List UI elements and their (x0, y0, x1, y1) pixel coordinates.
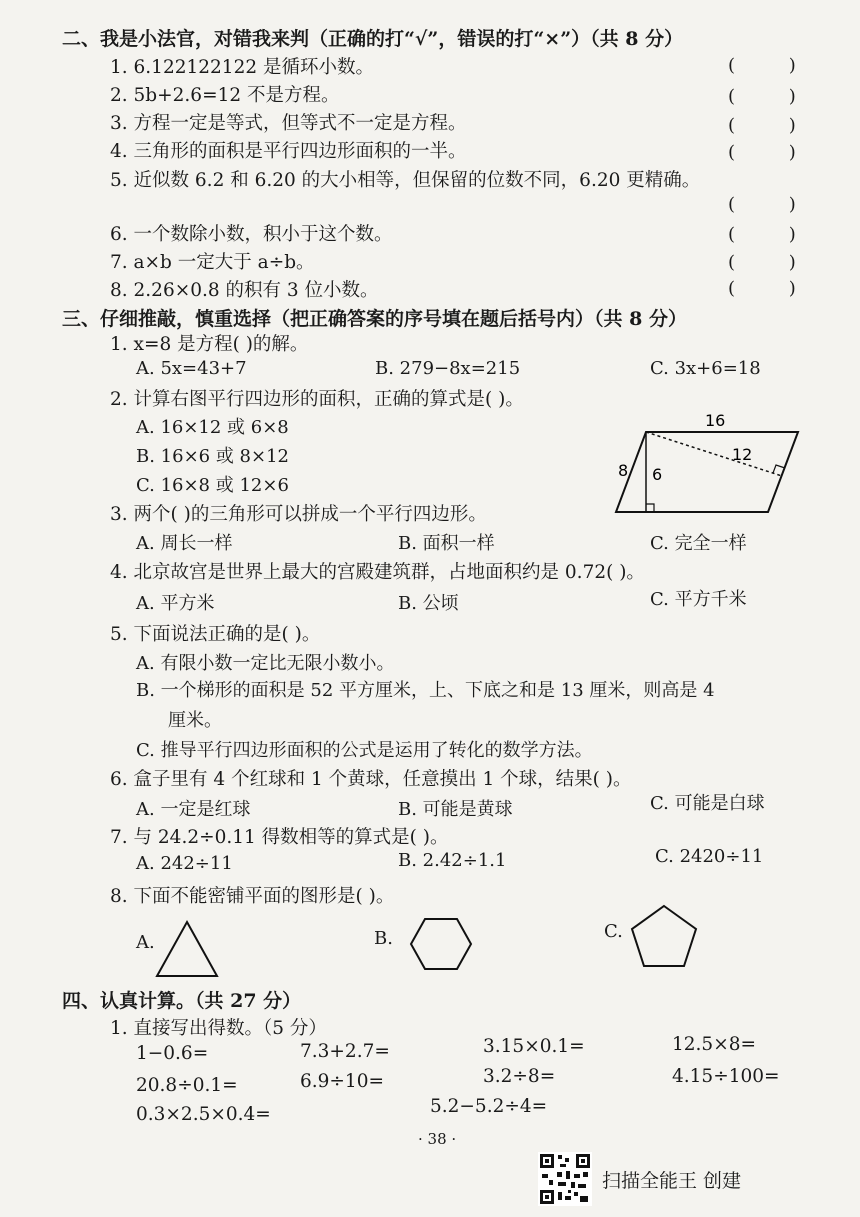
answer-paren-5[interactable]: ( ) (728, 194, 820, 215)
parallelogram-figure (600, 408, 810, 518)
choice-q8-b: B. (374, 928, 393, 949)
answer-paren-4[interactable]: ( ) (728, 142, 820, 163)
choice-q8-c: C. (604, 921, 623, 942)
triangle-shape-icon (155, 918, 220, 980)
calc-item-2-2: 6.9÷10= (300, 1071, 384, 1092)
choice-q7-stem: 7. 与 24.2÷0.11 得数相等的算式是( )。 (110, 827, 449, 848)
choice-q4-c: C. 平方千米 (650, 589, 747, 610)
calc-item-2-1: 20.8÷0.1= (136, 1075, 238, 1096)
choice-q1-stem: 1. x=8 是方程( )的解。 (110, 334, 309, 355)
choice-q2-c: C. 16×8 或 12×6 (136, 475, 289, 496)
section3-title: 三、仔细推敲，慎重选择（把正确答案的序号填在题后括号内）（共 8 分） (62, 308, 687, 330)
judge-item-3: 3. 方程一定是等式，但等式不一定是方程。 (110, 113, 467, 134)
calc-item-1-4: 12.5×8= (672, 1034, 756, 1055)
calc-item-2-4: 4.15÷100= (672, 1066, 780, 1087)
choice-q4-a: A. 平方米 (136, 593, 215, 614)
calc-subtitle: 1. 直接写出得数。（5 分） (110, 1018, 327, 1039)
answer-paren-2[interactable]: ( ) (728, 86, 820, 107)
choice-q4-stem: 4. 北京故宫是世界上最大的宫殿建筑群，占地面积约是 0.72( )。 (110, 562, 645, 583)
choice-q1-b: B. 279−8x=215 (375, 358, 521, 379)
judge-item-2: 2. 5b+2.6=12 不是方程。 (110, 85, 340, 106)
choice-q3-b: B. 面积一样 (398, 533, 495, 554)
choice-q1-a: A. 5x=43+7 (136, 358, 247, 379)
figure-label-diag: 12 (732, 445, 753, 464)
answer-paren-8[interactable]: ( ) (728, 278, 820, 299)
choice-q4-b: B. 公顷 (398, 593, 459, 614)
choice-q3-c: C. 完全一样 (650, 533, 747, 554)
judge-item-5: 5. 近似数 6.2 和 6.20 的大小相等，但保留的位数不同，6.20 更精确。 (110, 170, 701, 191)
figure-label-top: 16 (705, 411, 726, 430)
calc-item-2-3: 3.2÷8= (483, 1066, 556, 1087)
calc-item-3-2: 5.2−5.2÷4= (430, 1096, 548, 1117)
answer-paren-7[interactable]: ( ) (728, 252, 820, 273)
judge-item-8: 8. 2.26×0.8 的积有 3 位小数。 (110, 280, 379, 301)
choice-q3-stem: 3. 两个( )的三角形可以拼成一个平行四边形。 (110, 504, 487, 525)
choice-q2-b: B. 16×6 或 8×12 (136, 446, 289, 467)
choice-q6-b: B. 可能是黄球 (398, 799, 513, 820)
page-number: · 38 · (418, 1130, 457, 1148)
choice-q5-c: C. 推导平行四边形面积的公式是运用了转化的数学方法。 (136, 740, 593, 761)
answer-paren-3[interactable]: ( ) (728, 115, 820, 136)
choice-q7-c: C. 2420÷11 (655, 846, 764, 867)
choice-q8-a: A. (136, 932, 155, 953)
judge-item-1: 1. 6.122122122 是循环小数。 (110, 57, 374, 78)
choice-q6-stem: 6. 盒子里有 4 个红球和 1 个黄球，任意摸出 1 个球，结果( )。 (110, 769, 632, 790)
section4-title: 四、认真计算。（共 27 分） (62, 990, 302, 1012)
calc-item-1-2: 7.3+2.7= (300, 1041, 390, 1062)
calc-item-1-3: 3.15×0.1= (483, 1036, 585, 1057)
scanner-watermark: 扫描全能王 创建 (602, 1170, 742, 1192)
choice-q7-b: B. 2.42÷1.1 (398, 850, 507, 871)
judge-item-6: 6. 一个数除小数，积小于这个数。 (110, 224, 393, 245)
choice-q6-a: A. 一定是红球 (136, 799, 251, 820)
judge-item-4: 4. 三角形的面积是平行四边形面积的一半。 (110, 141, 467, 162)
section2-title: 二、我是小法官，对错我来判（正确的打“√”，错误的打“×”）（共 8 分） (62, 28, 684, 50)
choice-q5-b-line2: 厘米。 (168, 710, 222, 731)
choice-q2-stem: 2. 计算右图平行四边形的面积，正确的算式是( )。 (110, 389, 524, 410)
choice-q3-a: A. 周长一样 (136, 533, 233, 554)
answer-paren-6[interactable]: ( ) (728, 224, 820, 245)
pentagon-shape-icon (628, 902, 700, 970)
choice-q5-stem: 5. 下面说法正确的是( )。 (110, 624, 321, 645)
answer-paren-1[interactable]: ( ) (728, 55, 820, 76)
qr-code-icon (538, 1152, 592, 1206)
judge-item-7: 7. a×b 一定大于 a÷b。 (110, 252, 315, 273)
choice-q2-a: A. 16×12 或 6×8 (136, 417, 289, 438)
choice-q5-a: A. 有限小数一定比无限小数小。 (136, 653, 395, 674)
figure-label-side: 8 (618, 461, 629, 480)
choice-q5-b-line1: B. 一个梯形的面积是 52 平方厘米，上、下底之和是 13 厘米，则高是 4 (136, 680, 715, 701)
choice-q7-a: A. 242÷11 (136, 853, 233, 874)
choice-q1-c: C. 3x+6=18 (650, 358, 761, 379)
hexagon-shape-icon (408, 915, 474, 973)
figure-label-height: 6 (652, 465, 663, 484)
calc-item-1-1: 1−0.6= (136, 1043, 209, 1064)
choice-q6-c: C. 可能是白球 (650, 793, 765, 814)
choice-q8-stem: 8. 下面不能密铺平面的图形是( )。 (110, 886, 395, 907)
calc-item-3-1: 0.3×2.5×0.4= (136, 1104, 271, 1125)
